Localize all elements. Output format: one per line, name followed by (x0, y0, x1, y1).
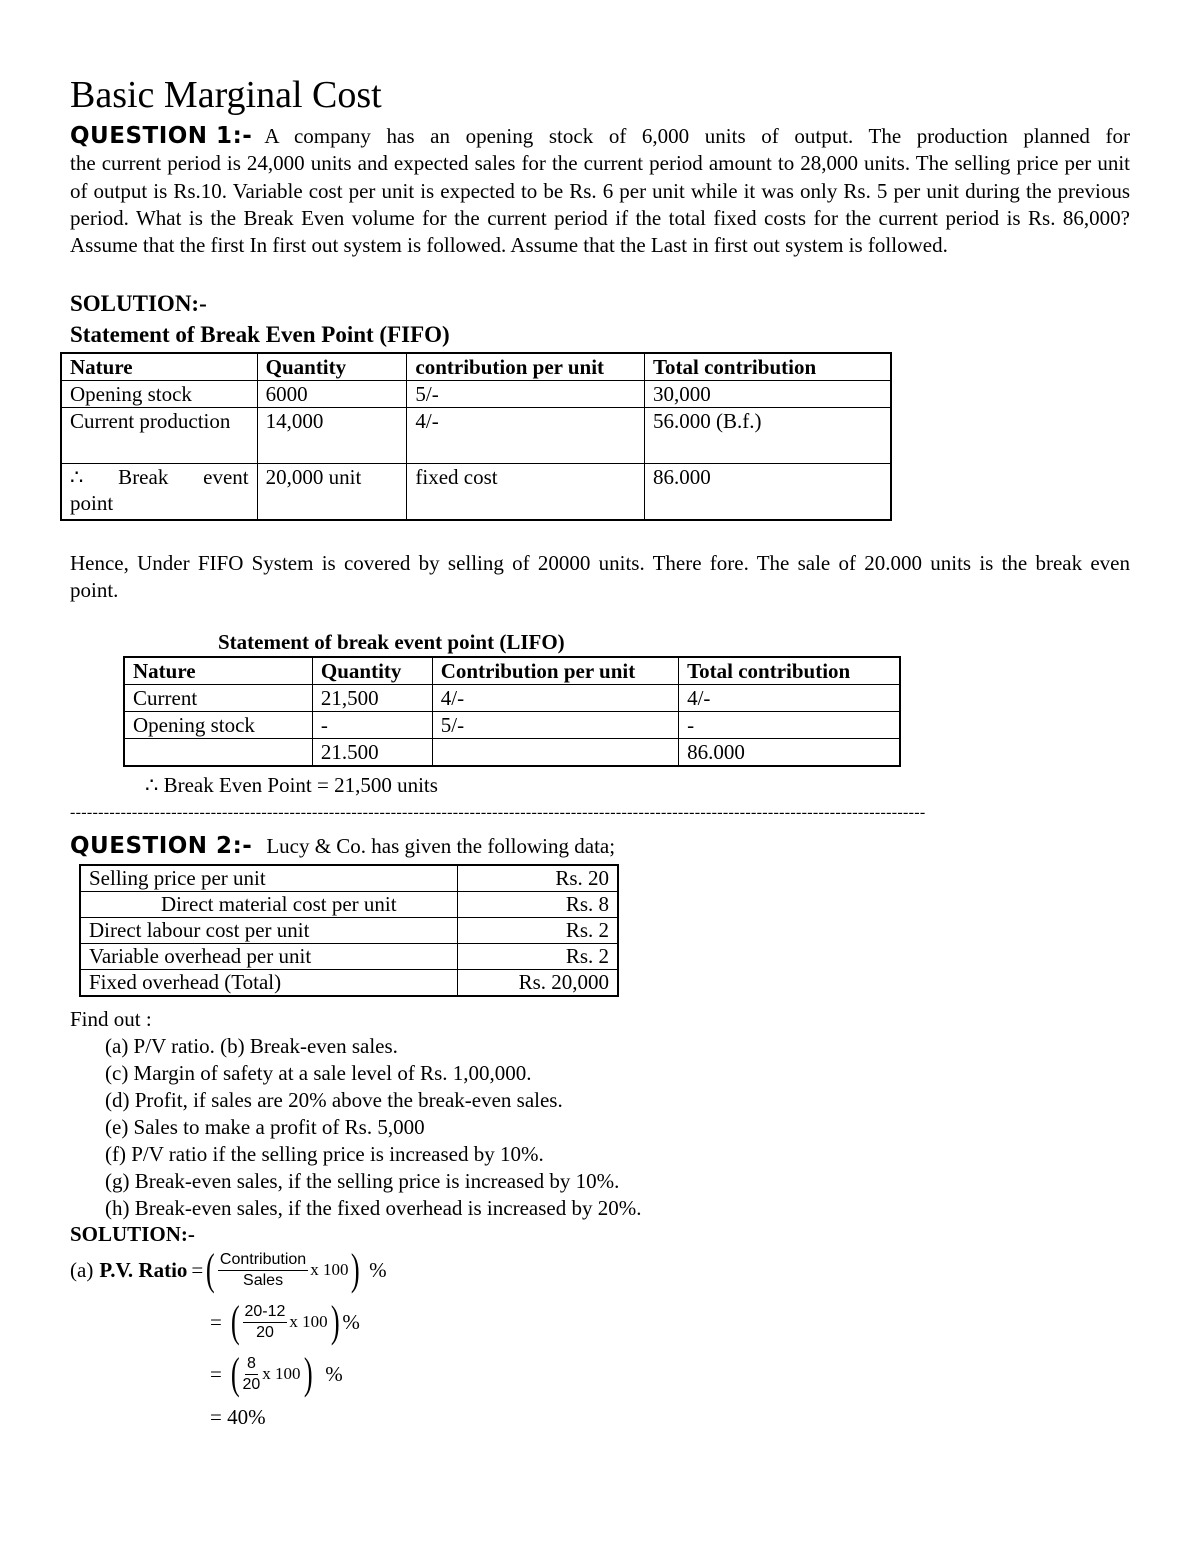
table-cell: - (312, 712, 432, 739)
table-header-cell: contribution per unit (407, 353, 645, 381)
solution-2-label: SOLUTION:- (70, 1222, 195, 1246)
table-cell: Direct labour cost per unit (80, 918, 458, 944)
table-cell: 86.000 (644, 464, 891, 520)
table-header-cell: Quantity (257, 353, 407, 381)
table-cell: Direct material cost per unit (80, 892, 458, 918)
table-cell: 14,000 (257, 408, 407, 464)
table-cell: Rs. 2 (458, 944, 618, 970)
table-row (80, 944, 618, 970)
equals-sign: = (191, 1257, 204, 1282)
section-divider: -------------------------------------------------------------------------------------------------------------------------------------------------------- (70, 804, 926, 821)
document-title: Basic Marginal Cost (70, 74, 382, 116)
table-cell: Variable overhead per unit (80, 944, 458, 970)
pv-ratio-step-1 (70, 1245, 387, 1294)
find-out-list (105, 1033, 641, 1222)
equals-sign: = (210, 1309, 222, 1334)
percent-sign: % (342, 1309, 360, 1334)
fraction (218, 1250, 308, 1291)
table-cell: 30,000 (644, 381, 891, 408)
table-header-cell: Contribution per unit (432, 657, 678, 685)
table-cell: 21,500 (312, 685, 432, 712)
table-cell: ∴ Break event point (61, 464, 257, 520)
table-cell: 5/- (407, 381, 645, 408)
fifo-table (60, 352, 892, 521)
question-1-text-rest: the current period is 24,000 units and expected sales for the current period amount to 28,000 units. The selling price per unit of output is Rs.10. Variable cost per unit is expected to be Rs. 6 per unit while it was only Rs. 5 per unit during the previous period. What is the Break Even volume for the current period if the total fixed costs for the current period is Rs. 86,000? Assume that the first In first out system is followed. Assume that the Last in first out system is followed. (70, 151, 1130, 258)
lifo-table (123, 656, 901, 767)
table-row (124, 712, 900, 739)
times-100: x 100 (310, 1260, 349, 1279)
list-item: (e) Sales to make a profit of Rs. 5,000 (105, 1115, 425, 1139)
table-row (124, 685, 900, 712)
table-header-cell: Nature (61, 353, 257, 381)
list-item: (h) Break-even sales, if the fixed overhead is increased by 20%. (105, 1196, 642, 1220)
table-cell: 5/- (432, 712, 678, 739)
table-row (61, 381, 891, 408)
question-2-label: QUESTION 2:- (70, 833, 253, 859)
fraction-denominator: Sales (243, 1271, 284, 1289)
fifo-table-header (61, 353, 891, 381)
equals-sign: = (210, 1361, 222, 1386)
table-cell: 6000 (257, 381, 407, 408)
table-row (80, 970, 618, 997)
question-2-intro: Lucy & Co. has given the following data; (266, 834, 616, 858)
pv-prefix: (a) (70, 1257, 94, 1282)
right-paren: ) (330, 1297, 340, 1346)
right-paren: ) (351, 1245, 361, 1294)
table-cell: Current (124, 685, 312, 712)
right-paren: ) (303, 1349, 313, 1398)
left-paren: ( (206, 1245, 215, 1294)
table-cell: 56.000 (B.f.) (644, 408, 891, 464)
find-out-label: Find out : (70, 1007, 152, 1031)
table-header-cell: Total contribution (644, 353, 891, 381)
table-cell: Opening stock (61, 381, 257, 408)
table-cell: Selling price per unit (80, 865, 458, 892)
table-cell: Current production (61, 408, 257, 464)
list-item: (g) Break-even sales, if the selling price is increased by 10%. (105, 1169, 620, 1193)
table-header-cell: Quantity (312, 657, 432, 685)
fraction-numerator: 20-12 (243, 1302, 288, 1323)
table-cell: 86.000 (679, 739, 900, 767)
list-item: (a) P/V ratio. (b) Break-even sales. (105, 1034, 398, 1058)
fraction (243, 1302, 288, 1343)
pv-ratio-label: P.V. Ratio (99, 1257, 188, 1282)
list-item: (c) Margin of safety at a sale level of Rs. 1,00,000. (105, 1061, 532, 1085)
question-1 (70, 123, 1130, 259)
table-cell: Fixed overhead (Total) (80, 970, 458, 997)
times-100: x 100 (262, 1364, 301, 1383)
percent-sign: % (369, 1257, 387, 1282)
fraction-denominator: 20 (256, 1323, 274, 1341)
fifo-heading: Statement of Break Even Point (FIFO) (70, 322, 450, 347)
left-paren: ( (230, 1297, 240, 1346)
lifo-heading: Statement of break event point (LIFO) (218, 630, 565, 654)
pv-ratio-step-3 (210, 1349, 343, 1398)
q2-data-table (79, 864, 619, 997)
fraction-denominator: 20 (242, 1375, 261, 1393)
fifo-conclusion: Hence, Under FIFO System is covered by selling of 20000 units. There fore. The sale of 20.000 units is the break even point. (70, 551, 1130, 603)
table-cell: fixed cost (407, 464, 645, 520)
question-1-label: QUESTION 1:- (70, 123, 253, 149)
table-row (80, 918, 618, 944)
question-2 (70, 833, 615, 859)
table-cell: Rs. 2 (458, 918, 618, 944)
table-row (80, 865, 618, 892)
pv-ratio-result: = 40% (210, 1405, 266, 1429)
table-cell: Rs. 20,000 (458, 970, 618, 997)
fraction (243, 1354, 261, 1395)
table-cell: 4/- (407, 408, 645, 464)
table-cell (432, 739, 678, 767)
lifo-table-header (124, 657, 900, 685)
table-header-cell: Nature (124, 657, 312, 685)
table-row (124, 739, 900, 767)
list-item: (d) Profit, if sales are 20% above the break-even sales. (105, 1088, 563, 1112)
table-cell: Rs. 20 (458, 865, 618, 892)
solution-1-label: SOLUTION:- (70, 291, 207, 316)
table-header-cell: Total contribution (679, 657, 900, 685)
list-item: (f) P/V ratio if the selling price is increased by 10%. (105, 1142, 544, 1166)
times-100: x 100 (289, 1312, 328, 1331)
table-row (61, 408, 891, 464)
table-row (61, 464, 891, 520)
table-cell (124, 739, 312, 767)
fraction-numerator: 8 (245, 1354, 258, 1375)
table-cell: 20,000 unit (257, 464, 407, 520)
table-cell: 4/- (679, 685, 900, 712)
left-paren: ( (230, 1349, 240, 1398)
table-cell: 21.500 (312, 739, 432, 767)
percent-sign: % (325, 1361, 343, 1386)
table-cell: Opening stock (124, 712, 312, 739)
table-row (80, 892, 618, 918)
fraction-numerator: Contribution (218, 1250, 308, 1271)
lifo-conclusion: ∴ Break Even Point = 21,500 units (145, 773, 438, 797)
table-cell: 4/- (432, 685, 678, 712)
table-cell: Rs. 8 (458, 892, 618, 918)
table-cell: - (679, 712, 900, 739)
question-1-text-first: A company has an opening stock of 6,000 units of output. The production planned for (264, 124, 1130, 148)
pv-ratio-step-2 (210, 1297, 360, 1346)
